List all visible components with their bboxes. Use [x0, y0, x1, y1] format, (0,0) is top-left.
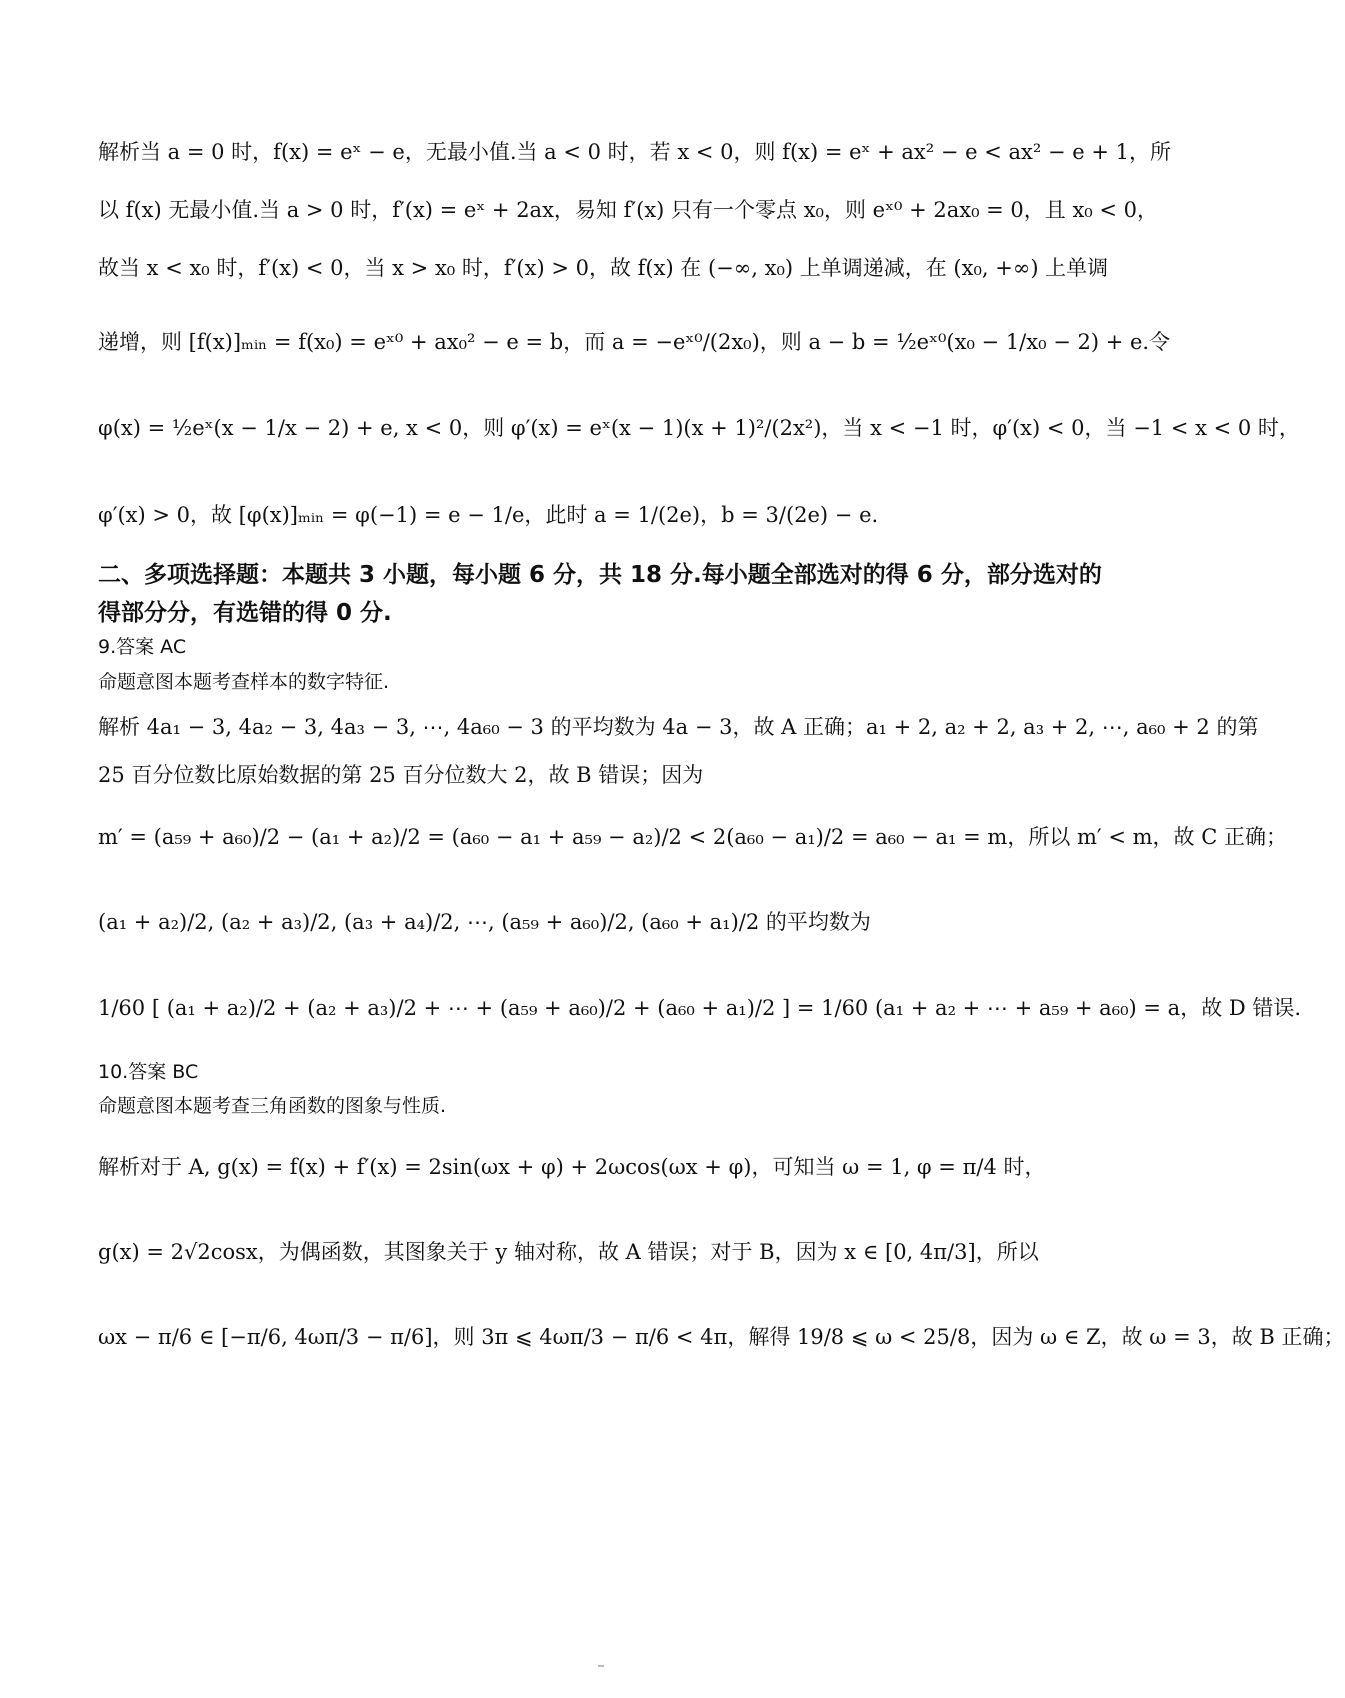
q9-solution-line-2: 25 百分位数比原始数据的第 25 百分位数大 2，故 B 错误；因为: [98, 763, 704, 787]
solution-line-2: 以 f(x) 无最小值.当 a > 0 时，f′(x) = eˣ + 2ax，易知 f′(x) 只有一个零点 x₀，则 eˣ⁰ + 2ax₀ = 0，且 x₀ < 0，: [98, 198, 1159, 222]
q9-solution-line-3: m′ = (a₅₉ + a₆₀)/2 − (a₁ + a₂)/2 = (a₆₀ − a₁ + a₅₉ − a₂)/2 < 2(a₆₀ − a₁)/2 = a₆₀ − a₁ = m，所以 m′ < m，故 C 正确；: [98, 825, 1287, 849]
q10-solution-line-1: 解析对于 A, g(x) = f(x) + f′(x) = 2sin(ωx + φ) + 2ωcos(ωx + φ)，可知当 ω = 1, φ = π/4 时，: [98, 1155, 1046, 1179]
q9-solution-line-1: 解析 4a₁ − 3, 4a₂ − 3, 4a₃ − 3, ⋯, 4a₆₀ − 3 的平均数为 4a − 3，故 A 正确；a₁ + 2, a₂ + 2, a₃ + 2, ⋯, a₆₀ + 2 的第: [98, 715, 1259, 739]
solution-line-6: φ′(x) > 0，故 [φ(x)]ₘᵢₙ = φ(−1) = e − 1/e，此时 a = 1/(2e)，b = 3/(2e) − e.: [98, 503, 879, 527]
q10-intent: 命题意图本题考查三角函数的图象与性质.: [98, 1095, 447, 1117]
q9-solution-line-4: (a₁ + a₂)/2, (a₂ + a₃)/2, (a₃ + a₄)/2, ⋯, (a₅₉ + a₆₀)/2, (a₆₀ + a₁)/2 的平均数为: [98, 910, 871, 934]
q10-solution-line-3: ωx − π/6 ∈ [−π/6, 4ωπ/3 − π/6]，则 3π ⩽ 4ωπ/3 − π/6 < 4π，解得 19/8 ⩽ ω < 25/8，因为 ω ∈ Z，故 ω = 3，故 B 正确；: [98, 1325, 1345, 1349]
q9-answer: 9.答案 AC: [98, 636, 187, 658]
solution-line-4: 递增，则 [f(x)]ₘᵢₙ = f(x₀) = eˣ⁰ + ax₀² − e = b，而 a = −eˣ⁰/(2x₀)，则 a − b = ½eˣ⁰(x₀ − 1/x₀ − 2) + e.令: [98, 330, 1171, 354]
page-marker: [598, 1665, 604, 1667]
section-heading: 二、多项选择题：本题共 3 小题，每小题 6 分，共 18 分.每小题全部选对的得 6 分，部分选对的得部分分，有选错的得 0 分.: [98, 562, 1102, 626]
q9-intent: 命题意图本题考查样本的数字特征.: [98, 671, 390, 693]
solution-line-5: φ(x) = ½eˣ(x − 1/x − 2) + e, x < 0，则 φ′(x) = eˣ(x − 1)(x + 1)²/(2x²)，当 x < −1 时，φ′(x) < 0，当 −1 < x < 0 时，: [98, 416, 1300, 440]
q10-solution-line-2: g(x) = 2√2cosx，为偶函数，其图象关于 y 轴对称，故 A 错误；对于 B，因为 x ∈ [0, 4π/3]，所以: [98, 1240, 1039, 1264]
q9-solution-line-5: 1/60 [ (a₁ + a₂)/2 + (a₂ + a₃)/2 + ⋯ + (a₅₉ + a₆₀)/2 + (a₆₀ + a₁)/2 ] = 1/60 (a₁ + a₂ + ⋯ + a₅₉ + a₆₀) = a，故 D 错误.: [98, 996, 1302, 1020]
solution-line-3: 故当 x < x₀ 时，f′(x) < 0，当 x > x₀ 时，f′(x) > 0，故 f(x) 在 (−∞, x₀) 上单调递减，在 (x₀, +∞) 上单调: [98, 256, 1109, 280]
q10-answer: 10.答案 BC: [98, 1061, 199, 1083]
solution-line-1: 解析当 a = 0 时，f(x) = eˣ − e，无最小值.当 a < 0 时，若 x < 0，则 f(x) = eˣ + ax² − e < ax² − e + 1，所: [98, 140, 1171, 164]
